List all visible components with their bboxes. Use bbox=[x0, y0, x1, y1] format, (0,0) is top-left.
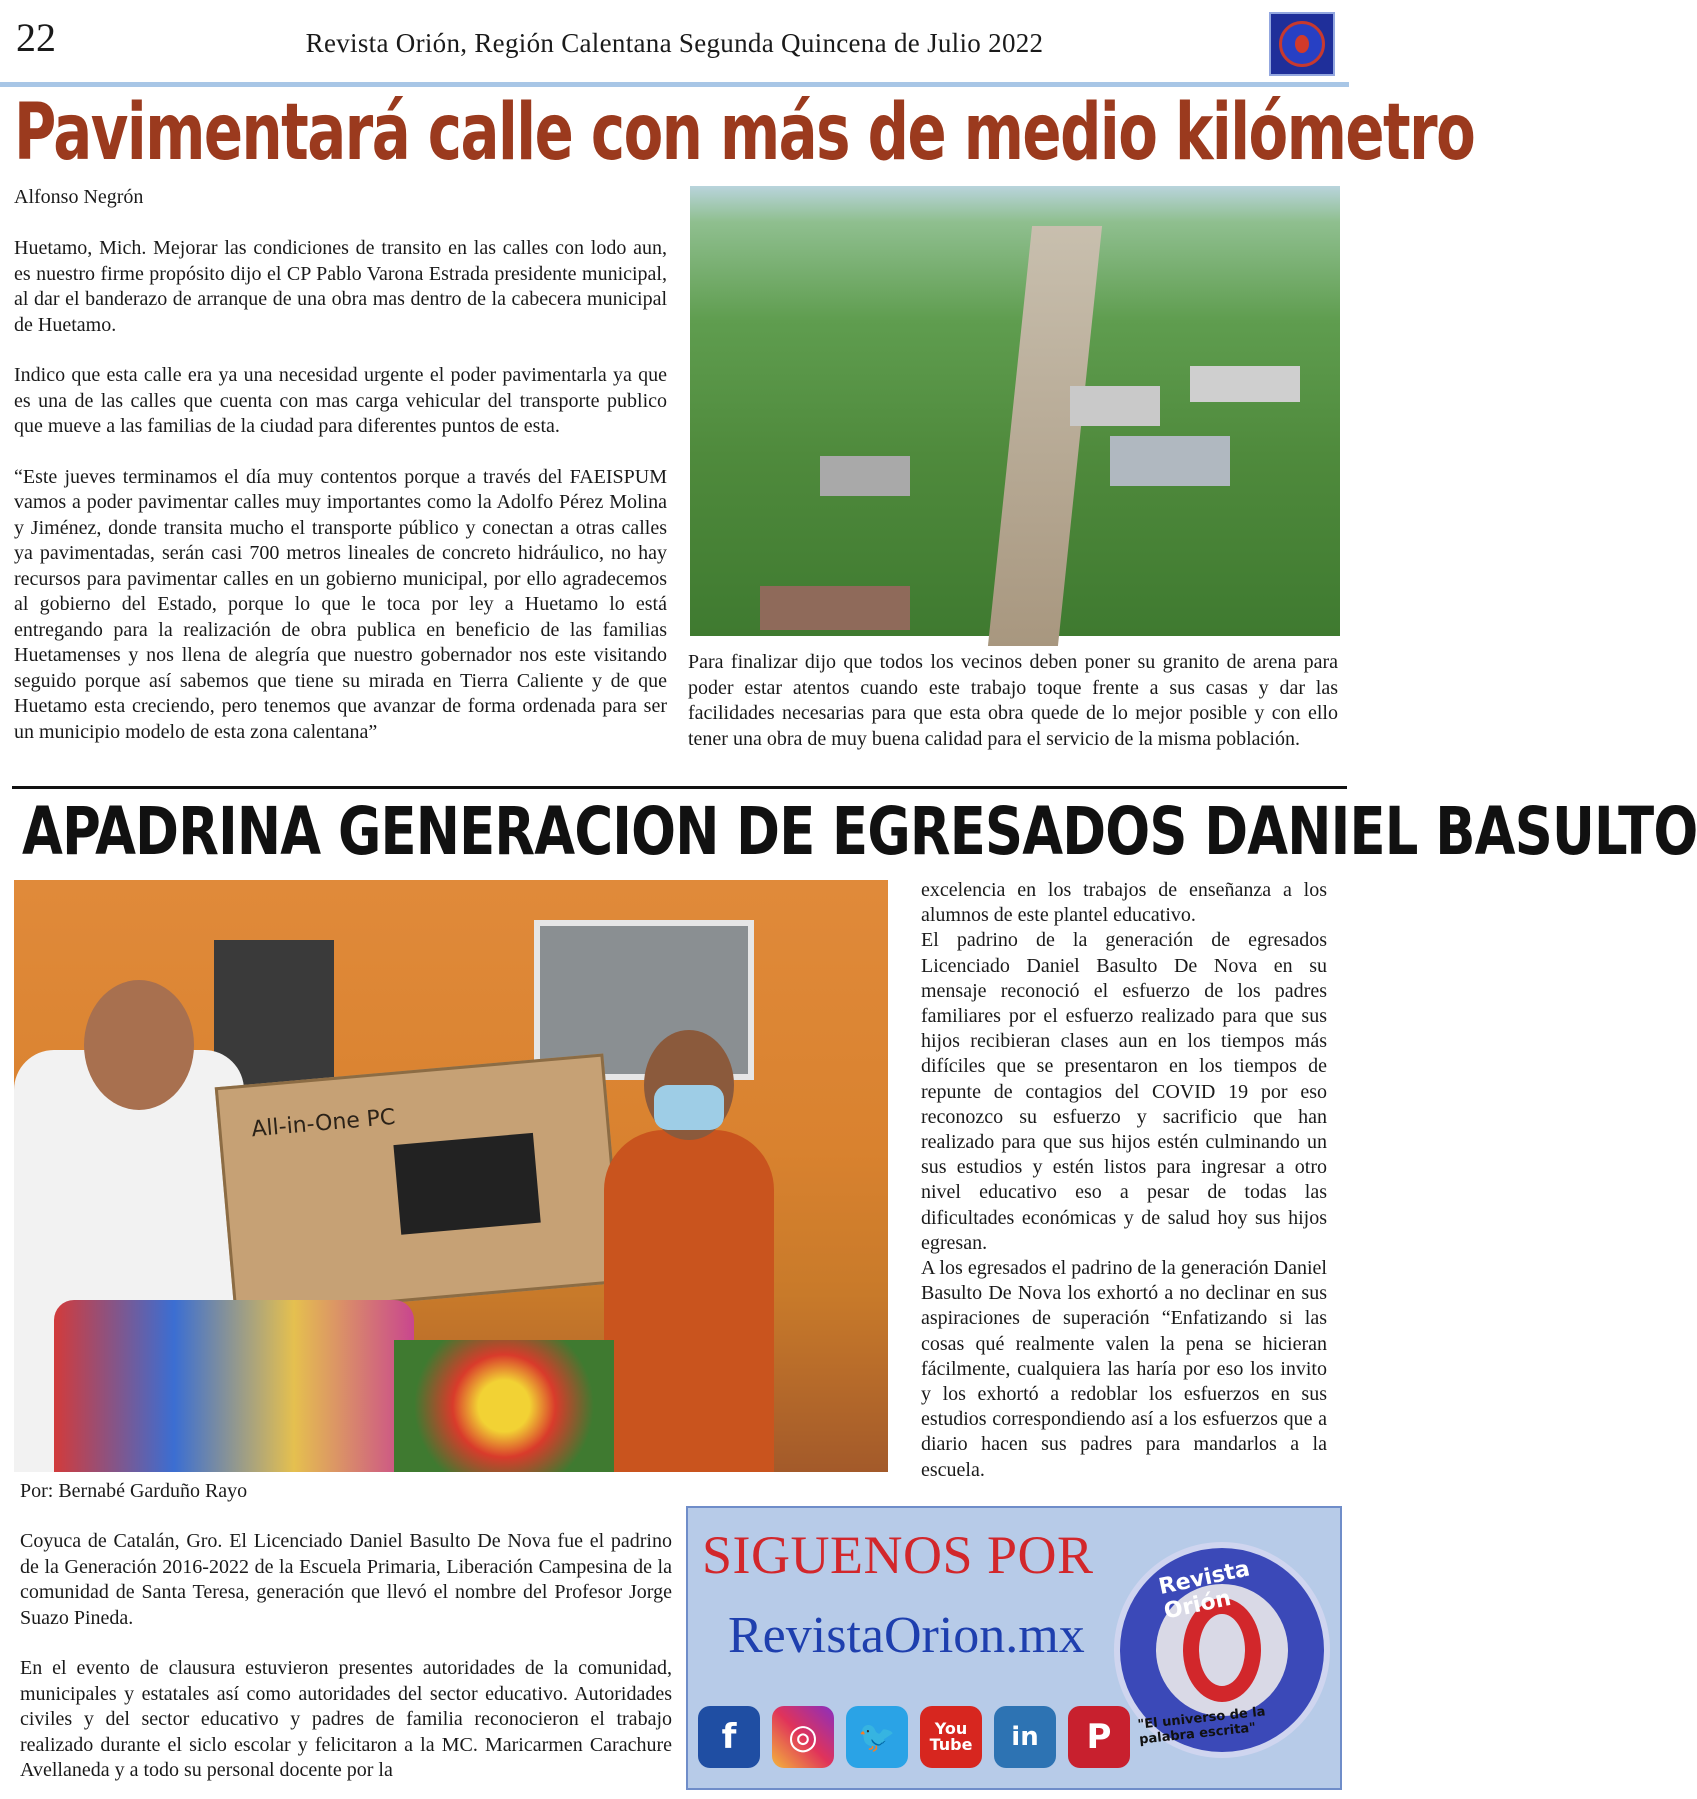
article2-right-column bbox=[921, 878, 1327, 1483]
article1-closing-paragraph: Para finalizar dijo que todos los vecinos deben poner su granito de arena para poder estar atentos cuando este trabajo toque frente a sus casas y dar las facilidades necesarias para que esta obra quede de lo mejor posible y con ello tener una obra de muy buena calidad para el servicio de la misma población. bbox=[688, 651, 1338, 750]
article2-paragraph: Coyuca de Catalán, Gro. El Licenciado Daniel Basulto De Nova fue el padrino de la Generación 2016-2022 de la Escuela Primaria, Liberación Campesina de la comunidad de Santa Teresa, generación que llevó el nombre del Profesor Jorge Suazo Pineda. bbox=[20, 1530, 672, 1629]
article1-paragraph: Indico que esta calle era ya una necesidad urgente el poder pavimentarla ya que es una de las calles que cuenta con mas carga vehicular del transporte publico que mueve a las familias de la ciudad para diferentes puntos de esta. bbox=[14, 364, 667, 437]
article2-paragraph: A los egresados el padrino de la generación Daniel Basulto De Nova los exhortó a no declinar en sus aspiraciones de superación “Enfatizando si las cosas qué realmente valen la pena se hicieran fácilmente, cualquiera las haría por eso los invito y los exhortó a redoblar los esfuerzos en sus estudios correspondiendo así a los esfuerzos que a diario hacen sus padres para mandarlos a la escuela. bbox=[921, 1257, 1327, 1481]
article2-paragraph: En el evento de clausura estuvieron presentes autoridades de la comunidad, municipales y estatales así como autoridades del sector educativo. Autoridades civiles y del sector educativo y padres de familia reconocieron el trabajo realizado durante el siclo escolar y felicitaron a la MC. Maricarmen Carachure Avellaneda y a todo su personal docente por la bbox=[20, 1657, 672, 1781]
article1-headline: Pavimentará calle con más de medio kilómetro bbox=[14, 88, 1475, 178]
twitter-icon[interactable]: 🐦 bbox=[846, 1706, 908, 1768]
logo-top-text: Revista Orión bbox=[1156, 1556, 1252, 1625]
logo-bottom-text: "El universo de la palabra escrita" bbox=[1136, 1704, 1267, 1748]
article1-byline: Alfonso Negrón bbox=[14, 186, 144, 208]
magazine-logo-icon bbox=[1269, 12, 1335, 76]
computer-box bbox=[215, 1053, 624, 1316]
article1-body bbox=[14, 236, 667, 745]
social-promo-box bbox=[686, 1506, 1342, 1790]
page-number: 22 bbox=[16, 15, 56, 60]
header-rule bbox=[0, 82, 1349, 87]
promo-title: SIGUENOS POR bbox=[702, 1525, 1094, 1585]
page-header bbox=[0, 0, 1349, 86]
linkedin-icon[interactable]: in bbox=[994, 1706, 1056, 1768]
article2-paragraph: excelencia en los trabajos de enseñanza a los alumnos de este plantel educativo. bbox=[921, 879, 1327, 927]
article1-paragraph: Huetamo, Mich. Mejorar las condiciones de transito en las calles con lodo aun, es nuestro firme propósito dijo el CP Pablo Varona Estrada presidente municipal, al dar el banderazo de arranque de una obra mas dentro de la cabecera municipal de Huetamo. bbox=[14, 237, 667, 336]
youtube-icon[interactable]: You Tube bbox=[920, 1706, 982, 1768]
graduation-event-photo bbox=[14, 880, 888, 1472]
article2-paragraph: El padrino de la generación de egresados Licenciado Daniel Basulto De Nova en su mensaje reconoció el esfuerzo de los padres familiares por el esfuerzo realizado para que sus hijos recibieran clases aun en los tiempos más difíciles que se presentaron en los tiempos de repunte de contagios del COVID 19 por eso reconozco su esfuerzo y sacrificio que han realizado para que sus hijos estén culminando un sus estudios y estén listos para ingresar a otro nivel educativo eso a pesar de todas las dificultades económicas y de salud hoy sus hijos egresan. bbox=[921, 929, 1327, 1254]
pinterest-icon[interactable]: P bbox=[1068, 1706, 1130, 1768]
computer-box-label: All-in-One PC bbox=[250, 1104, 397, 1143]
article2-byline: Por: Bernabé Garduño Rayo bbox=[20, 1480, 248, 1502]
section-divider bbox=[12, 786, 1347, 789]
social-icons bbox=[698, 1706, 1130, 1768]
masthead: Revista Orión, Región Calentana Segunda Quincena de Julio 2022 bbox=[305, 28, 1044, 58]
revista-orion-logo-icon bbox=[1114, 1542, 1330, 1758]
promo-website-link[interactable]: RevistaOrion.mx bbox=[728, 1607, 1085, 1664]
article2-body bbox=[20, 1529, 672, 1784]
instagram-icon[interactable]: ◎ bbox=[772, 1706, 834, 1768]
facebook-icon[interactable]: f bbox=[698, 1706, 760, 1768]
aerial-street-photo bbox=[690, 186, 1340, 636]
article1-paragraph: “Este jueves terminamos el día muy contentos porque a través del FAEISPUM vamos a poder pavimentar calles muy importantes como la Adolfo Pérez Molina y Jiménez, donde transita mucho el transporte público y conectan a otras calles ya pavimentadas, serán casi 700 metros lineales de concreto hidráulico, no hay recursos para pavimentar calles en un gobierno municipal, por ello agradecemos al gobierno del Estado, porque lo que le toca por ley a Huetamo lo está entregando para la realización de obra publica en beneficio de las familias Huetamenses y nos llena de alegría que nuestro gobernador nos este visitando seguido porque así sabemos que tiene su mirada en Tierra Caliente y de que Huetamo esta creciendo, pero tenemos que avanzar de forma ordenada para ser un municipio modelo de esta zona calentana” bbox=[14, 465, 667, 743]
article2-headline: APADRINA GENERACION DE EGRESADOS DANIEL BASULTO bbox=[22, 793, 1697, 870]
